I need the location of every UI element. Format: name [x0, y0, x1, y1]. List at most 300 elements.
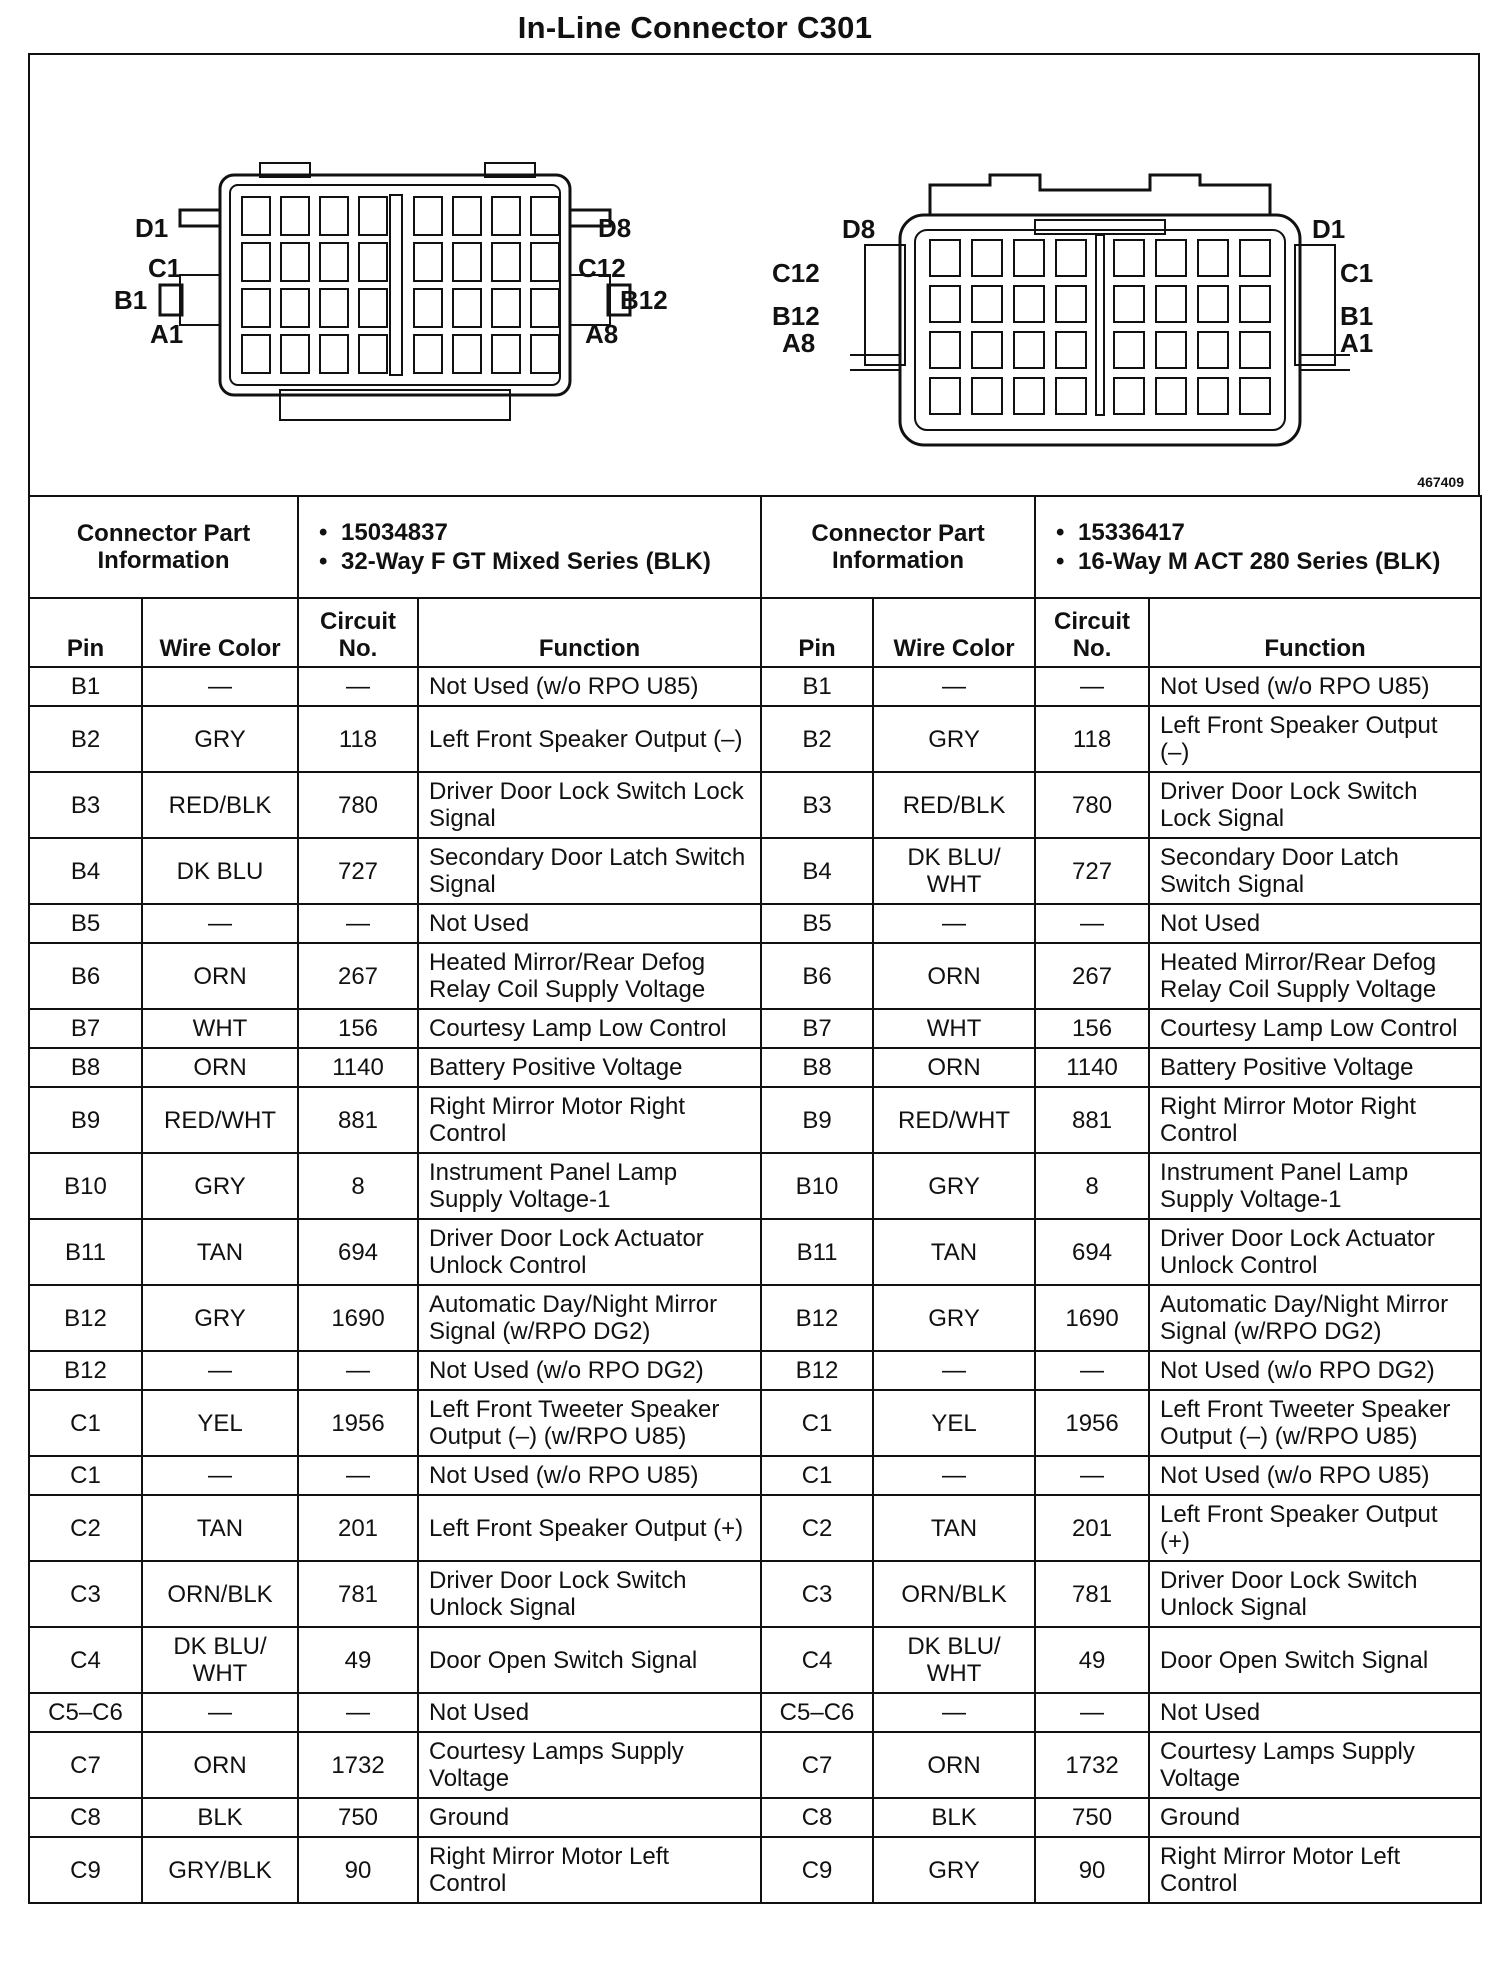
connector-cavity: [359, 289, 387, 327]
right-function-cell: Automatic Day/Night Mirror Signal (w/RPO DG2): [1149, 1285, 1481, 1351]
left-wire-color-cell: TAN: [142, 1495, 298, 1561]
document-title: In-Line Connector C301: [517, 10, 873, 45]
right-wire-color-cell: GRY: [873, 706, 1035, 772]
left-function-cell: Not Used: [418, 904, 761, 943]
connector-cavity: [972, 286, 1002, 322]
left-pin-cell: C2: [29, 1495, 142, 1561]
left-function-cell: Driver Door Lock Switch Lock Signal: [418, 772, 761, 838]
connector-cavity: [1198, 240, 1228, 276]
connector-cavity: [1156, 332, 1186, 368]
left-function-cell: Courtesy Lamps Supply Voltage: [418, 1732, 761, 1798]
left-label-d8: D8: [598, 213, 632, 243]
connector-cavity: [930, 378, 960, 414]
connector-cavity: [1114, 240, 1144, 276]
left-function-cell: Ground: [418, 1798, 761, 1837]
table-row: [29, 1048, 1481, 1087]
right-wire-color-cell: RED/WHT: [873, 1087, 1035, 1153]
right-part-number: • 15336417: [1046, 518, 1470, 547]
connector-cavity: [1240, 378, 1270, 414]
connector-cavity: [930, 286, 960, 322]
connector-cavity: [359, 243, 387, 281]
right-function-cell: Ground: [1149, 1798, 1481, 1837]
connector-cavity: [1114, 286, 1144, 322]
right-wire-color-cell: ORN: [873, 1048, 1035, 1087]
right-pin-cell: B11: [761, 1219, 873, 1285]
connector-cavity: [1056, 332, 1086, 368]
right-wire-color-cell: TAN: [873, 1219, 1035, 1285]
left-circuit-cell: 1140: [298, 1048, 418, 1087]
right-circuit-cell: 156: [1035, 1009, 1149, 1048]
connector-cavity: [242, 243, 270, 281]
right-label-c1: C1: [1340, 258, 1374, 288]
header-function: Function: [418, 598, 761, 667]
figure-id: 467409: [1417, 474, 1464, 490]
left-wire-color-cell: BLK: [142, 1798, 298, 1837]
right-pin-cell: B3: [761, 772, 873, 838]
right-circuit-cell: 881: [1035, 1087, 1149, 1153]
left-wire-color-cell: DK BLU/ WHT: [142, 1627, 298, 1693]
left-label-a1: A1: [150, 319, 184, 349]
right-function-cell: Not Used: [1149, 904, 1481, 943]
right-function-cell: Left Front Tweeter Speaker Output (–) (w/RPO U85): [1149, 1390, 1481, 1456]
connector-cavity: [281, 335, 309, 373]
connector-cavity: [359, 335, 387, 373]
right-connector-drawing: [850, 175, 1350, 445]
left-function-cell: Battery Positive Voltage: [418, 1048, 761, 1087]
right-circuit-cell: —: [1035, 1693, 1149, 1732]
left-wire-color-cell: —: [142, 904, 298, 943]
right-function-cell: Right Mirror Motor Right Control: [1149, 1087, 1481, 1153]
right-wire-color-cell: ORN: [873, 943, 1035, 1009]
table-row: [29, 1693, 1481, 1732]
left-wire-color-cell: RED/WHT: [142, 1087, 298, 1153]
right-pin-cell: C2: [761, 1495, 873, 1561]
connector-cavity: [414, 335, 442, 373]
right-circuit-cell: 727: [1035, 838, 1149, 904]
left-circuit-cell: 1956: [298, 1390, 418, 1456]
right-pin-cell: C7: [761, 1732, 873, 1798]
right-wire-color-cell: DK BLU/ WHT: [873, 1627, 1035, 1693]
connector-cavity: [531, 197, 559, 235]
right-wire-color-cell: —: [873, 1693, 1035, 1732]
header-circuit: Circuit No.: [298, 598, 418, 667]
table-row: [29, 1495, 1481, 1561]
table-row: [29, 1285, 1481, 1351]
connector-cavity: [281, 289, 309, 327]
connector-cavity: [531, 289, 559, 327]
right-pin-cell: B2: [761, 706, 873, 772]
table-row: [29, 1009, 1481, 1048]
left-circuit-cell: 49: [298, 1627, 418, 1693]
right-pin-cell: C4: [761, 1627, 873, 1693]
right-circuit-cell: 49: [1035, 1627, 1149, 1693]
right-pin-cell: C5–C6: [761, 1693, 873, 1732]
left-pin-cell: B1: [29, 667, 142, 706]
left-pin-cell: B6: [29, 943, 142, 1009]
connector-cavity: [1014, 332, 1044, 368]
table-row: [29, 838, 1481, 904]
left-label-d1: D1: [135, 213, 169, 243]
connector-cavity: [492, 197, 520, 235]
right-function-cell: Not Used (w/o RPO DG2): [1149, 1351, 1481, 1390]
connector-cavity: [242, 289, 270, 327]
connector-cavity: [1240, 332, 1270, 368]
connector-cavity: [320, 289, 348, 327]
connector-cavity: [972, 378, 1002, 414]
right-circuit-cell: —: [1035, 1351, 1149, 1390]
table-row: [29, 943, 1481, 1009]
left-circuit-cell: 156: [298, 1009, 418, 1048]
right-pin-cell: B6: [761, 943, 873, 1009]
connector-cavity: [1114, 378, 1144, 414]
left-wire-color-cell: —: [142, 1456, 298, 1495]
right-pin-cell: C9: [761, 1837, 873, 1903]
connector-cavity: [492, 289, 520, 327]
right-pin-cell: C3: [761, 1561, 873, 1627]
right-circuit-cell: 781: [1035, 1561, 1149, 1627]
right-wire-color-cell: —: [873, 1456, 1035, 1495]
right-wire-color-cell: GRY: [873, 1837, 1035, 1903]
column-header-row: [29, 598, 1481, 667]
right-pin-cell: B4: [761, 838, 873, 904]
right-circuit-cell: —: [1035, 1456, 1149, 1495]
connector-cavity: [1198, 286, 1228, 322]
left-pin-cell: B3: [29, 772, 142, 838]
left-circuit-cell: —: [298, 667, 418, 706]
right-wire-color-cell: ORN/BLK: [873, 1561, 1035, 1627]
right-function-cell: Left Front Speaker Output (+): [1149, 1495, 1481, 1561]
table-row: [29, 1456, 1481, 1495]
right-function-cell: Driver Door Lock Switch Unlock Signal: [1149, 1561, 1481, 1627]
left-function-cell: Courtesy Lamp Low Control: [418, 1009, 761, 1048]
left-circuit-cell: 727: [298, 838, 418, 904]
left-function-cell: Left Front Speaker Output (+): [418, 1495, 761, 1561]
left-wire-color-cell: ORN: [142, 1732, 298, 1798]
connector-cavity: [359, 197, 387, 235]
connector-info-row: [29, 496, 1481, 598]
right-wire-color-cell: —: [873, 667, 1035, 706]
table-row: [29, 1627, 1481, 1693]
right-function-cell: Instrument Panel Lamp Supply Voltage-1: [1149, 1153, 1481, 1219]
right-pin-cell: B1: [761, 667, 873, 706]
table-row: [29, 1351, 1481, 1390]
connector-cavity: [414, 289, 442, 327]
right-wire-color-cell: GRY: [873, 1153, 1035, 1219]
left-pin-cell: C5–C6: [29, 1693, 142, 1732]
connector-cavity: [1156, 378, 1186, 414]
connector-cavity: [320, 335, 348, 373]
right-circuit-cell: 1732: [1035, 1732, 1149, 1798]
left-wire-color-cell: —: [142, 667, 298, 706]
left-circuit-cell: 90: [298, 1837, 418, 1903]
right-label-a1: A1: [1340, 328, 1374, 358]
right-function-cell: Heated Mirror/Rear Defog Relay Coil Supply Voltage: [1149, 943, 1481, 1009]
left-wire-color-cell: TAN: [142, 1219, 298, 1285]
right-function-cell: Left Front Speaker Output (–): [1149, 706, 1481, 772]
left-part-description: • 32-Way F GT Mixed Series (BLK): [309, 547, 750, 576]
left-circuit-cell: 118: [298, 706, 418, 772]
connector-cavity: [414, 197, 442, 235]
right-pin-cell: C1: [761, 1390, 873, 1456]
left-pin-cell: C1: [29, 1456, 142, 1495]
left-wire-color-cell: DK BLU: [142, 838, 298, 904]
right-function-cell: Secondary Door Latch Switch Signal: [1149, 838, 1481, 904]
left-function-cell: Automatic Day/Night Mirror Signal (w/RPO DG2): [418, 1285, 761, 1351]
connector-cavity: [453, 289, 481, 327]
left-function-cell: Not Used: [418, 1693, 761, 1732]
connector-cavity: [1198, 332, 1228, 368]
left-circuit-cell: 1732: [298, 1732, 418, 1798]
left-pin-cell: B9: [29, 1087, 142, 1153]
table-row: [29, 1561, 1481, 1627]
right-circuit-cell: —: [1035, 667, 1149, 706]
right-function-cell: Courtesy Lamps Supply Voltage: [1149, 1732, 1481, 1798]
connector-cavity: [1156, 240, 1186, 276]
left-function-cell: Right Mirror Motor Left Control: [418, 1837, 761, 1903]
right-function-cell: Not Used (w/o RPO U85): [1149, 1456, 1481, 1495]
left-pin-cell: C9: [29, 1837, 142, 1903]
right-pin-cell: B12: [761, 1351, 873, 1390]
right-pin-cell: C8: [761, 1798, 873, 1837]
left-circuit-cell: 750: [298, 1798, 418, 1837]
right-function-cell: Door Open Switch Signal: [1149, 1627, 1481, 1693]
right-circuit-cell: 694: [1035, 1219, 1149, 1285]
table-row: [29, 1219, 1481, 1285]
right-wire-color-cell: BLK: [873, 1798, 1035, 1837]
right-circuit-cell: 1690: [1035, 1285, 1149, 1351]
left-function-cell: Secondary Door Latch Switch Signal: [418, 838, 761, 904]
right-pin-cell: C1: [761, 1456, 873, 1495]
connector-cavity: [1114, 332, 1144, 368]
left-part-number: • 15034837: [309, 518, 750, 547]
left-circuit-cell: 201: [298, 1495, 418, 1561]
left-function-cell: Right Mirror Motor Right Control: [418, 1087, 761, 1153]
left-function-cell: Driver Door Lock Actuator Unlock Control: [418, 1219, 761, 1285]
left-wire-color-cell: —: [142, 1693, 298, 1732]
right-circuit-cell: 90: [1035, 1837, 1149, 1903]
table-row: [29, 667, 1481, 706]
left-function-cell: Driver Door Lock Switch Unlock Signal: [418, 1561, 761, 1627]
connector-cavity: [972, 332, 1002, 368]
right-function-cell: Right Mirror Motor Left Control: [1149, 1837, 1481, 1903]
left-pin-cell: C7: [29, 1732, 142, 1798]
connector-cavity: [531, 243, 559, 281]
right-label-d1: D1: [1312, 214, 1346, 244]
right-circuit-cell: 201: [1035, 1495, 1149, 1561]
left-circuit-cell: 8: [298, 1153, 418, 1219]
connector-cavity: [242, 197, 270, 235]
left-wire-color-cell: GRY: [142, 1285, 298, 1351]
table-row: [29, 1732, 1481, 1798]
right-label-b12: B12: [772, 301, 820, 331]
connector-cavity: [1014, 240, 1044, 276]
connector-cavity: [281, 197, 309, 235]
left-pin-cell: C4: [29, 1627, 142, 1693]
right-info-details: [1035, 496, 1481, 598]
table-row: [29, 1153, 1481, 1219]
left-function-cell: Door Open Switch Signal: [418, 1627, 761, 1693]
right-part-description: • 16-Way M ACT 280 Series (BLK): [1046, 547, 1470, 576]
left-wire-color-cell: WHT: [142, 1009, 298, 1048]
table-row: [29, 1837, 1481, 1903]
left-function-cell: Instrument Panel Lamp Supply Voltage-1: [418, 1153, 761, 1219]
table-row: [29, 706, 1481, 772]
left-pin-cell: B11: [29, 1219, 142, 1285]
right-function-cell: Courtesy Lamp Low Control: [1149, 1009, 1481, 1048]
connector-cavity: [930, 332, 960, 368]
right-function-cell: Not Used (w/o RPO U85): [1149, 667, 1481, 706]
right-wire-color-cell: GRY: [873, 1285, 1035, 1351]
right-pin-cell: B12: [761, 1285, 873, 1351]
right-label-a8: A8: [782, 328, 816, 358]
connector-cavity: [1056, 286, 1086, 322]
left-pin-cell: C3: [29, 1561, 142, 1627]
right-wire-color-cell: TAN: [873, 1495, 1035, 1561]
connector-cavity: [1156, 286, 1186, 322]
pinout-table: [28, 495, 1482, 1904]
connector-cavity: [1198, 378, 1228, 414]
left-pin-cell: B12: [29, 1351, 142, 1390]
left-info-label: Connector Part Information: [29, 496, 298, 598]
left-wire-color-cell: GRY: [142, 1153, 298, 1219]
table-row: [29, 1087, 1481, 1153]
left-function-cell: Left Front Tweeter Speaker Output (–) (w/RPO U85): [418, 1390, 761, 1456]
left-wire-color-cell: ORN/BLK: [142, 1561, 298, 1627]
right-pin-cell: B5: [761, 904, 873, 943]
connector-cavity: [1014, 378, 1044, 414]
left-pin-cell: B10: [29, 1153, 142, 1219]
connector-cavity: [492, 335, 520, 373]
connector-cavity: [492, 243, 520, 281]
table-row: [29, 1390, 1481, 1456]
left-wire-color-cell: GRY: [142, 706, 298, 772]
left-pin-cell: B4: [29, 838, 142, 904]
connector-cavity: [320, 243, 348, 281]
right-function-cell: Battery Positive Voltage: [1149, 1048, 1481, 1087]
left-wire-color-cell: ORN: [142, 1048, 298, 1087]
connector-cavity: [1014, 286, 1044, 322]
left-pin-cell: B8: [29, 1048, 142, 1087]
left-pin-cell: B2: [29, 706, 142, 772]
right-info-label: Connector Part Information: [761, 496, 1035, 598]
connector-cavity: [242, 335, 270, 373]
left-pin-cell: C1: [29, 1390, 142, 1456]
right-wire-color-cell: WHT: [873, 1009, 1035, 1048]
left-label-a8: A8: [585, 319, 619, 349]
left-circuit-cell: 694: [298, 1219, 418, 1285]
header-function: Function: [1149, 598, 1481, 667]
left-label-b1: B1: [114, 285, 148, 315]
left-circuit-cell: —: [298, 1456, 418, 1495]
connector-cavity: [1240, 286, 1270, 322]
left-label-b12: B12: [620, 285, 668, 315]
left-wire-color-cell: —: [142, 1351, 298, 1390]
right-pin-cell: B7: [761, 1009, 873, 1048]
left-info-details: [298, 496, 761, 598]
right-pin-cell: B10: [761, 1153, 873, 1219]
table-row: [29, 904, 1481, 943]
connector-cavity: [453, 335, 481, 373]
left-function-cell: Heated Mirror/Rear Defog Relay Coil Supply Voltage: [418, 943, 761, 1009]
right-circuit-cell: 1140: [1035, 1048, 1149, 1087]
left-label-c12: C12: [578, 253, 626, 283]
right-label-b1: B1: [1340, 301, 1374, 331]
left-function-cell: Not Used (w/o RPO U85): [418, 667, 761, 706]
connector-cavity: [281, 243, 309, 281]
header-wire-color: Wire Color: [142, 598, 298, 667]
right-wire-color-cell: RED/BLK: [873, 772, 1035, 838]
header-pin: Pin: [761, 598, 873, 667]
left-wire-color-cell: RED/BLK: [142, 772, 298, 838]
right-function-cell: Driver Door Lock Actuator Unlock Control: [1149, 1219, 1481, 1285]
left-pin-cell: B7: [29, 1009, 142, 1048]
connector-cavity: [1240, 240, 1270, 276]
header-pin: Pin: [29, 598, 142, 667]
connector-cavity: [930, 240, 960, 276]
left-circuit-cell: —: [298, 904, 418, 943]
right-label-d8: D8: [842, 214, 876, 244]
left-circuit-cell: 881: [298, 1087, 418, 1153]
left-pin-cell: C8: [29, 1798, 142, 1837]
left-wire-color-cell: YEL: [142, 1390, 298, 1456]
table-row: [29, 1798, 1481, 1837]
connector-cavity: [972, 240, 1002, 276]
table-row: [29, 772, 1481, 838]
right-label-c12: C12: [772, 258, 820, 288]
connector-cavity: [453, 197, 481, 235]
left-circuit-cell: —: [298, 1351, 418, 1390]
connector-diagram-panel: [28, 53, 1480, 496]
right-circuit-cell: 267: [1035, 943, 1149, 1009]
connector-cavity: [453, 243, 481, 281]
connector-cavity: [320, 197, 348, 235]
right-circuit-cell: —: [1035, 904, 1149, 943]
connector-cavity: [414, 243, 442, 281]
right-wire-color-cell: —: [873, 1351, 1035, 1390]
left-circuit-cell: —: [298, 1693, 418, 1732]
connector-cavity: [1056, 240, 1086, 276]
left-wire-color-cell: GRY/BLK: [142, 1837, 298, 1903]
right-wire-color-cell: DK BLU/ WHT: [873, 838, 1035, 904]
right-wire-color-cell: —: [873, 904, 1035, 943]
left-pin-cell: B12: [29, 1285, 142, 1351]
right-function-cell: Not Used: [1149, 1693, 1481, 1732]
connector-cavity: [531, 335, 559, 373]
right-function-cell: Driver Door Lock Switch Lock Signal: [1149, 772, 1481, 838]
left-wire-color-cell: ORN: [142, 943, 298, 1009]
left-function-cell: Not Used (w/o RPO DG2): [418, 1351, 761, 1390]
connector-illustrations: [30, 55, 1480, 496]
header-circuit: Circuit No.: [1035, 598, 1149, 667]
right-circuit-cell: 118: [1035, 706, 1149, 772]
right-circuit-cell: 780: [1035, 772, 1149, 838]
right-circuit-cell: 1956: [1035, 1390, 1149, 1456]
left-function-cell: Not Used (w/o RPO U85): [418, 1456, 761, 1495]
right-pin-cell: B8: [761, 1048, 873, 1087]
connector-cavity: [1056, 378, 1086, 414]
right-pin-cell: B9: [761, 1087, 873, 1153]
header-wire-color: Wire Color: [873, 598, 1035, 667]
left-label-c1: C1: [148, 253, 182, 283]
left-circuit-cell: 1690: [298, 1285, 418, 1351]
left-circuit-cell: 781: [298, 1561, 418, 1627]
left-circuit-cell: 267: [298, 943, 418, 1009]
right-wire-color-cell: ORN: [873, 1732, 1035, 1798]
right-circuit-cell: 750: [1035, 1798, 1149, 1837]
right-circuit-cell: 8: [1035, 1153, 1149, 1219]
left-function-cell: Left Front Speaker Output (–): [418, 706, 761, 772]
right-wire-color-cell: YEL: [873, 1390, 1035, 1456]
